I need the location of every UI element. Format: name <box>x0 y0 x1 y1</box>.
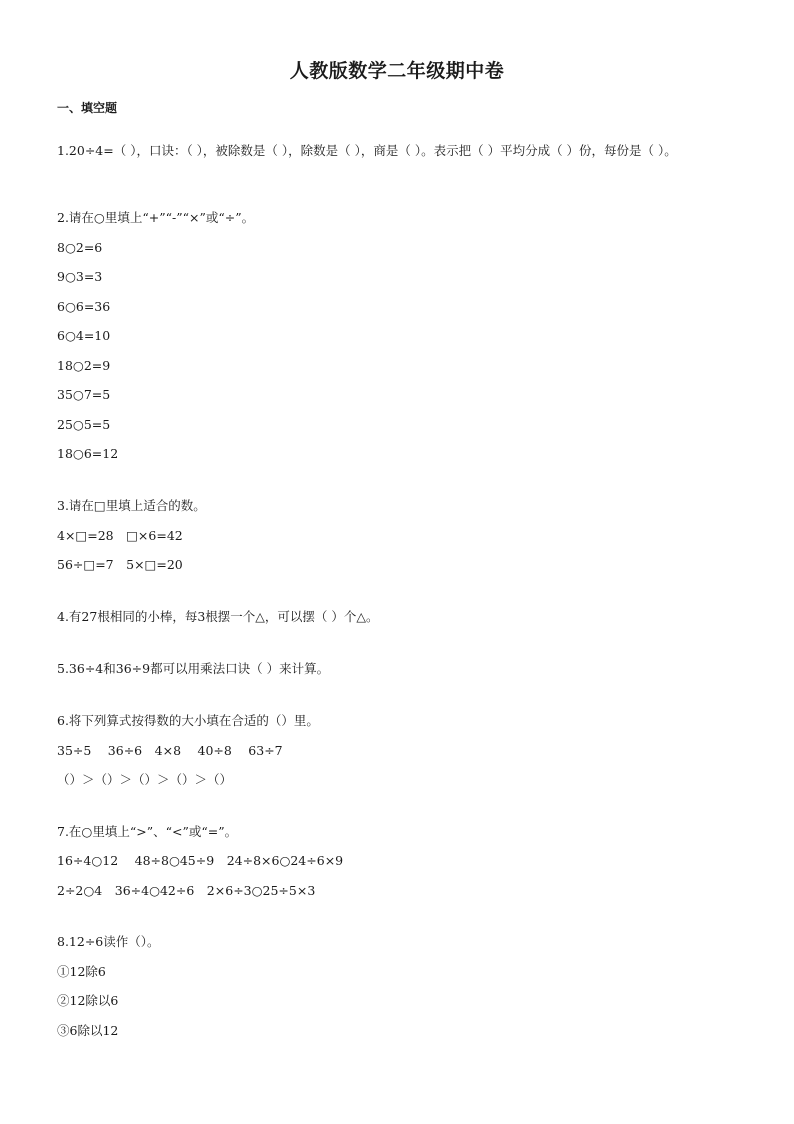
page-title: 人教版数学二年级期中卷 <box>289 60 505 82</box>
question-2-item: 35○7=5 <box>57 387 111 402</box>
question-2-item: 18○2=9 <box>57 358 111 373</box>
question-2-item: 18○6=12 <box>57 446 119 461</box>
question-3-stem: 3.请在□里填上适合的数。 <box>57 498 206 513</box>
question-8-stem: 8.12÷6读作（）。 <box>57 934 160 949</box>
question-3-line: 4×□=28 □×6=42 <box>57 528 183 543</box>
question-1: 1.20÷4=（ ），口诀：（ ），被除数是（ ），除数是（ ），商是（ ）。表示把（ ）平均分成（ ）份，每份是（ ）。 <box>57 143 677 158</box>
question-4: 4.有27根相同的小棒，每3根摆一个△，可以摆（ ）个△。 <box>57 609 379 624</box>
question-6-order: （）＞（）＞（）＞（）＞（） <box>57 772 233 787</box>
question-3-line: 56÷□=7 5×□=20 <box>57 557 183 572</box>
question-2-item: 8○2=6 <box>57 240 103 255</box>
question-2-item: 6○6=36 <box>57 299 111 314</box>
question-8-option: ②12除以6 <box>57 993 119 1008</box>
section-heading: 一、填空题 <box>57 101 118 115</box>
question-7-stem: 7.在○里填上“>”、“<”或“=”。 <box>57 824 238 839</box>
question-2-item: 6○4=10 <box>57 328 111 343</box>
question-5: 5.36÷4和36÷9都可以用乘法口诀（ ）来计算。 <box>57 661 330 676</box>
question-2-item: 25○5=5 <box>57 417 111 432</box>
question-2-item: 9○3=3 <box>57 269 103 284</box>
question-7-line: 2÷2○4 36÷4○42÷6 2×6÷3○25÷5×3 <box>57 883 316 898</box>
question-6-expressions: 35÷5 36÷6 4×8 40÷8 63÷7 <box>57 743 283 758</box>
question-2-stem: 2.请在○里填上“+”“-”“×”或“÷”。 <box>57 210 255 225</box>
question-6-stem: 6.将下列算式按得数的大小填在合适的（）里。 <box>57 713 319 728</box>
question-8-option: ①12除6 <box>57 964 106 979</box>
question-8-option: ③6除以12 <box>57 1023 119 1038</box>
question-7-line: 16÷4○12 48÷8○45÷9 24÷8×6○24÷6×9 <box>57 853 344 868</box>
